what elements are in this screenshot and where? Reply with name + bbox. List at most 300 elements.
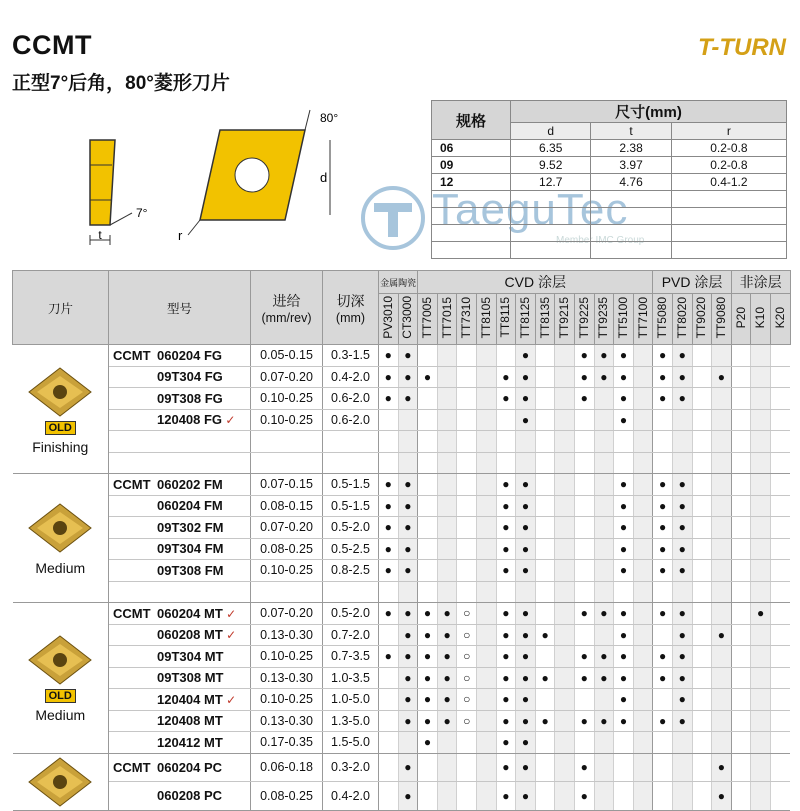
grade-mark <box>418 753 438 782</box>
grade-mark: ● <box>672 474 692 496</box>
recommended-check-icon: ✓ <box>222 413 236 428</box>
grade-mark <box>770 689 790 711</box>
grade-mark <box>614 732 634 754</box>
model-code: 09T302 FM <box>157 519 224 535</box>
grade-mark: ● <box>379 646 399 668</box>
model-cell <box>109 581 251 603</box>
grade-mark: ● <box>653 710 673 732</box>
grade-mark <box>594 782 614 811</box>
grade-mark <box>437 782 457 811</box>
feed-cell: 0.05-0.15 <box>251 345 323 367</box>
grade-mark <box>633 409 653 431</box>
grade-mark <box>574 624 594 646</box>
grade-mark <box>614 753 634 782</box>
grade-mark: ● <box>653 366 673 388</box>
grade-mark <box>692 345 712 367</box>
grade-mark <box>418 409 438 431</box>
insert-top-diagram <box>170 100 350 250</box>
spec-sub-t: t <box>591 123 671 140</box>
model-cell <box>109 474 251 496</box>
grade-mark <box>751 452 771 474</box>
insert-cell <box>13 345 109 474</box>
group-header-cermet: 金属陶瓷 <box>379 271 418 294</box>
grade-mark: ● <box>535 667 555 689</box>
grade-mark <box>457 782 477 811</box>
grade-header-tt9215 <box>555 294 575 345</box>
model-cell <box>109 753 251 782</box>
grade-mark <box>437 495 457 517</box>
grade-mark: ● <box>614 710 634 732</box>
grade-mark <box>731 624 751 646</box>
grade-mark: ● <box>379 603 399 625</box>
taegutec-logo-icon <box>360 185 426 251</box>
grade-mark <box>614 431 634 453</box>
grade-mark <box>535 753 555 782</box>
grade-mark <box>594 732 614 754</box>
grade-mark <box>731 366 751 388</box>
grade-mark: ● <box>496 366 516 388</box>
grade-header-tt9080 <box>712 294 732 345</box>
grade-mark: ● <box>379 538 399 560</box>
grade-mark <box>535 732 555 754</box>
grade-mark <box>751 710 771 732</box>
grade-mark: ● <box>653 495 673 517</box>
grade-mark <box>633 689 653 711</box>
spec-cell: 0.2-0.8 <box>671 140 786 157</box>
spec-header-dims: 尺寸(mm) <box>511 101 787 123</box>
grade-mark: ● <box>614 603 634 625</box>
grade-label: TT9080 <box>713 296 728 339</box>
grade-mark <box>574 560 594 582</box>
col-header-feed-label: 进给 <box>272 292 301 309</box>
grade-mark <box>692 366 712 388</box>
grade-mark: ● <box>437 689 457 711</box>
grade-mark <box>712 603 732 625</box>
grade-mark <box>692 624 712 646</box>
grade-mark <box>751 431 771 453</box>
grade-label: TT9225 <box>576 296 591 339</box>
grade-mark <box>555 753 575 782</box>
page-subtitle: 正型7°后角，80°菱形刀片 <box>12 73 230 94</box>
grade-mark: ● <box>398 388 418 410</box>
grade-mark <box>457 581 477 603</box>
spec-cell: 12 <box>432 174 511 191</box>
grade-mark: ● <box>672 560 692 582</box>
diagram-label-80deg: 80° <box>320 111 339 125</box>
grade-mark <box>379 409 399 431</box>
grade-mark <box>379 452 399 474</box>
grade-mark: ● <box>535 624 555 646</box>
grade-label: CT3000 <box>400 296 415 339</box>
model-prefix: CCMT <box>113 605 151 621</box>
table-row <box>13 474 791 496</box>
table-row <box>13 581 791 603</box>
grade-mark: ● <box>672 667 692 689</box>
grade-mark <box>653 689 673 711</box>
grade-mark: ● <box>398 474 418 496</box>
grade-mark: ● <box>574 710 594 732</box>
grade-mark: ● <box>614 474 634 496</box>
grade-mark <box>476 452 496 474</box>
grade-mark <box>672 431 692 453</box>
grade-mark <box>770 646 790 668</box>
grade-mark: ● <box>496 388 516 410</box>
grade-mark: ● <box>594 345 614 367</box>
spec-sub-r: r <box>671 123 786 140</box>
grade-mark <box>437 474 457 496</box>
model-code: 09T304 FM <box>157 541 224 557</box>
grade-mark <box>653 452 673 474</box>
table-row <box>13 624 791 646</box>
grade-mark: ● <box>516 689 536 711</box>
grade-mark: ● <box>379 345 399 367</box>
grade-mark <box>476 581 496 603</box>
grade-header-k20 <box>770 294 790 345</box>
depth-cell: 0.3-1.5 <box>323 345 379 367</box>
grade-mark: ● <box>594 366 614 388</box>
grade-mark <box>535 517 555 539</box>
grade-mark <box>398 732 418 754</box>
grade-mark <box>457 753 477 782</box>
table-row <box>13 710 791 732</box>
table-row <box>13 689 791 711</box>
grade-mark <box>731 581 751 603</box>
model-code: 120408 MT <box>157 713 223 729</box>
depth-cell: 0.5-1.5 <box>323 474 379 496</box>
grade-mark <box>770 495 790 517</box>
grade-mark <box>555 603 575 625</box>
grade-mark: ○ <box>457 689 477 711</box>
grade-mark <box>418 474 438 496</box>
depth-cell: 1.0-3.5 <box>323 667 379 689</box>
grade-mark: ● <box>398 782 418 811</box>
model-code: 060204 FM <box>157 498 223 514</box>
grade-mark <box>437 538 457 560</box>
grade-mark <box>633 581 653 603</box>
grade-header-tt7310 <box>457 294 477 345</box>
grade-mark <box>476 431 496 453</box>
depth-cell: 0.3-2.0 <box>323 753 379 782</box>
spec-row <box>432 140 787 157</box>
grade-mark <box>692 646 712 668</box>
grade-mark: ● <box>614 689 634 711</box>
depth-cell: 1.3-5.0 <box>323 710 379 732</box>
grade-mark <box>516 581 536 603</box>
grade-mark <box>555 517 575 539</box>
grade-mark: ● <box>418 603 438 625</box>
model-code: 060204 FG <box>157 347 223 363</box>
grade-mark <box>770 517 790 539</box>
grade-mark <box>751 409 771 431</box>
grade-mark <box>594 409 614 431</box>
grade-mark: ● <box>672 517 692 539</box>
page-title: CCMT <box>12 30 92 60</box>
group-header-cvd: CVD 涂层 <box>418 271 653 294</box>
grade-mark <box>731 452 751 474</box>
grade-mark <box>437 345 457 367</box>
grade-mark <box>712 517 732 539</box>
grade-mark: ● <box>672 345 692 367</box>
grade-mark: ● <box>379 388 399 410</box>
grade-mark <box>731 345 751 367</box>
grade-mark <box>457 366 477 388</box>
grade-mark: ● <box>398 753 418 782</box>
col-header-insert: 刀片 <box>13 271 109 345</box>
grade-mark <box>476 710 496 732</box>
grade-mark <box>574 581 594 603</box>
grade-mark <box>633 517 653 539</box>
grade-mark <box>476 517 496 539</box>
grade-header-p20 <box>731 294 751 345</box>
table-row <box>13 753 791 782</box>
grade-mark <box>712 646 732 668</box>
grade-mark: ● <box>379 474 399 496</box>
grade-mark <box>535 409 555 431</box>
table-row <box>13 517 791 539</box>
grade-mark <box>692 517 712 539</box>
grade-mark <box>535 366 555 388</box>
depth-cell: 0.6-2.0 <box>323 388 379 410</box>
grade-mark <box>535 431 555 453</box>
grade-mark: ● <box>516 474 536 496</box>
col-header-depth-label: 切深 <box>336 292 365 309</box>
grade-mark: ● <box>496 495 516 517</box>
grade-header-tt8105 <box>476 294 496 345</box>
grade-mark <box>379 624 399 646</box>
grade-mark <box>555 409 575 431</box>
grade-mark <box>692 431 712 453</box>
grade-mark <box>712 710 732 732</box>
depth-cell: 0.4-2.0 <box>323 366 379 388</box>
spec-cell: 3.97 <box>591 157 671 174</box>
grade-mark: ● <box>653 646 673 668</box>
grade-mark <box>418 345 438 367</box>
grade-mark: ● <box>398 517 418 539</box>
grade-mark <box>633 452 653 474</box>
grade-mark <box>731 689 751 711</box>
grade-mark <box>770 603 790 625</box>
grade-mark <box>731 646 751 668</box>
grade-mark: ● <box>437 710 457 732</box>
grade-mark <box>398 431 418 453</box>
grade-mark <box>653 624 673 646</box>
grade-mark <box>751 538 771 560</box>
depth-cell: 0.5-2.0 <box>323 603 379 625</box>
grade-mark: ● <box>418 366 438 388</box>
diagram-label-d: d <box>320 170 328 185</box>
grade-mark <box>712 345 732 367</box>
grade-mark: ● <box>418 624 438 646</box>
grade-mark <box>672 452 692 474</box>
grade-mark <box>437 753 457 782</box>
grade-mark <box>614 581 634 603</box>
grade-mark <box>555 474 575 496</box>
grade-mark: ● <box>672 366 692 388</box>
grade-mark: ● <box>574 345 594 367</box>
grade-mark <box>594 517 614 539</box>
grade-mark: ● <box>516 388 536 410</box>
grade-mark <box>476 732 496 754</box>
model-cell <box>109 366 251 388</box>
model-cell <box>109 782 251 811</box>
grade-mark: ● <box>398 624 418 646</box>
depth-cell: 0.8-2.5 <box>323 560 379 582</box>
grade-mark: ● <box>516 366 536 388</box>
grade-mark: ● <box>516 646 536 668</box>
model-code: 060204 PC <box>157 759 223 775</box>
feed-cell: 0.13-0.30 <box>251 667 323 689</box>
col-header-depth-unit: (mm) <box>335 310 366 325</box>
grade-mark <box>496 431 516 453</box>
spec-cell: 06 <box>432 140 511 157</box>
grade-mark: ● <box>594 667 614 689</box>
spec-row <box>432 157 787 174</box>
table-row <box>13 560 791 582</box>
grade-mark <box>574 409 594 431</box>
grade-mark <box>712 495 732 517</box>
grade-mark: ● <box>653 667 673 689</box>
grade-mark <box>653 782 673 811</box>
grade-mark <box>731 431 751 453</box>
grade-header-tt8115 <box>496 294 516 345</box>
grade-mark: ○ <box>457 624 477 646</box>
grade-mark: ● <box>614 624 634 646</box>
grade-mark <box>633 624 653 646</box>
grade-mark: ● <box>614 517 634 539</box>
grade-mark <box>574 732 594 754</box>
grade-mark <box>516 452 536 474</box>
col-header-depth <box>323 271 379 345</box>
depth-cell: 1.5-5.0 <box>323 732 379 754</box>
grade-mark <box>731 753 751 782</box>
grade-mark <box>653 409 673 431</box>
grade-mark <box>496 581 516 603</box>
grade-mark <box>535 646 555 668</box>
feed-cell: 0.10-0.25 <box>251 646 323 668</box>
spec-cell: 09 <box>432 157 511 174</box>
feed-cell: 0.07-0.20 <box>251 517 323 539</box>
diagram-label-7deg: 7° <box>136 206 148 220</box>
grade-mark <box>535 581 555 603</box>
col-header-model: 型号 <box>109 271 251 345</box>
grade-mark <box>594 581 614 603</box>
grade-mark: ● <box>653 388 673 410</box>
grade-mark <box>770 560 790 582</box>
grade-mark: ● <box>653 474 673 496</box>
grade-mark <box>496 345 516 367</box>
insert-category-label: Medium <box>35 707 86 724</box>
grade-mark <box>437 452 457 474</box>
spec-sub-d: d <box>511 123 591 140</box>
grade-mark <box>535 474 555 496</box>
grade-mark: ● <box>614 667 634 689</box>
table-row <box>13 431 791 453</box>
grade-mark <box>594 560 614 582</box>
grade-mark <box>731 667 751 689</box>
grade-mark <box>516 431 536 453</box>
grade-mark <box>633 431 653 453</box>
grade-mark <box>418 782 438 811</box>
grade-mark <box>653 431 673 453</box>
grade-mark <box>437 388 457 410</box>
grade-mark: ● <box>496 710 516 732</box>
table-row <box>13 603 791 625</box>
model-code: 120408 FG <box>157 412 223 428</box>
grade-mark: ● <box>496 646 516 668</box>
grade-mark <box>535 560 555 582</box>
grade-mark <box>555 710 575 732</box>
grade-mark <box>476 782 496 811</box>
model-cell <box>109 646 251 668</box>
grade-mark <box>770 753 790 782</box>
grade-mark <box>555 667 575 689</box>
insert-photo-icon <box>25 632 95 688</box>
grade-mark: ● <box>516 409 536 431</box>
feed-cell <box>251 581 323 603</box>
grade-mark <box>712 667 732 689</box>
grade-mark: ● <box>516 753 536 782</box>
grade-mark: ● <box>496 689 516 711</box>
grade-mark <box>692 782 712 811</box>
grade-mark <box>712 409 732 431</box>
grade-mark: ● <box>672 646 692 668</box>
grade-mark <box>770 581 790 603</box>
grade-mark: ● <box>574 646 594 668</box>
feed-cell: 0.07-0.20 <box>251 366 323 388</box>
model-prefix: CCMT <box>113 759 151 775</box>
grade-header-tt9225 <box>574 294 594 345</box>
grade-mark: ● <box>712 624 732 646</box>
model-cell <box>109 452 251 474</box>
model-cell <box>109 603 251 625</box>
grade-mark <box>633 603 653 625</box>
depth-cell: 1.0-5.0 <box>323 689 379 711</box>
grade-label: TT7310 <box>459 296 474 339</box>
grade-mark: ● <box>379 517 399 539</box>
grade-label: TT9215 <box>557 296 572 339</box>
grade-mark <box>633 560 653 582</box>
feed-cell: 0.08-0.15 <box>251 495 323 517</box>
grade-mark: ○ <box>457 646 477 668</box>
grade-mark <box>476 667 496 689</box>
model-cell <box>109 409 251 431</box>
grade-mark <box>457 345 477 367</box>
grade-mark <box>418 560 438 582</box>
grade-mark <box>555 388 575 410</box>
insert-photo-icon <box>25 500 95 556</box>
grade-mark <box>476 474 496 496</box>
grade-mark <box>712 689 732 711</box>
grade-mark <box>535 388 555 410</box>
grade-mark <box>379 667 399 689</box>
model-cell <box>109 732 251 754</box>
grade-mark <box>770 782 790 811</box>
grade-mark <box>633 753 653 782</box>
grade-mark: ● <box>751 603 771 625</box>
model-code: 060208 MT <box>157 627 223 643</box>
model-code: 060204 MT <box>157 605 223 621</box>
spec-cell: 4.76 <box>591 174 671 191</box>
grade-mark <box>555 495 575 517</box>
grade-mark: ● <box>418 646 438 668</box>
grade-mark <box>555 689 575 711</box>
feed-cell: 0.08-0.25 <box>251 538 323 560</box>
grade-header-tt7015 <box>437 294 457 345</box>
grade-mark <box>555 538 575 560</box>
grade-mark <box>574 517 594 539</box>
diagram-label-r: r <box>178 228 183 243</box>
grade-mark <box>692 689 712 711</box>
